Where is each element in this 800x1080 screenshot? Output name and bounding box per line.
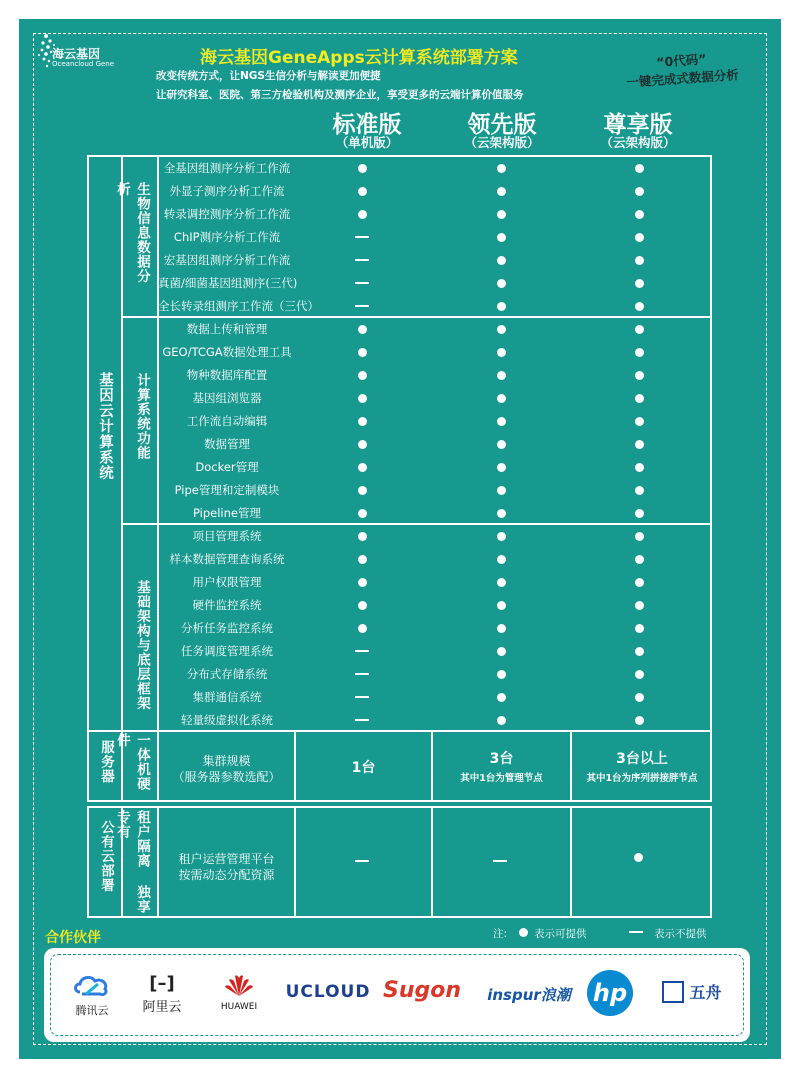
cloud-sub-label: 租户隔离 独享专有 bbox=[114, 810, 150, 914]
feature-label: 基因组浏览器 bbox=[192, 391, 262, 405]
available-dot-icon bbox=[481, 502, 521, 525]
feature-label: 宏基因组测序分析工作流 bbox=[163, 253, 291, 267]
feature-label: 转录调控测序分析工作流 bbox=[163, 207, 291, 221]
feature-row bbox=[158, 318, 726, 341]
unavailable-dash-icon bbox=[342, 709, 382, 732]
available-dot-icon bbox=[619, 226, 659, 249]
feature-row bbox=[158, 203, 726, 226]
available-dot-icon bbox=[481, 157, 521, 180]
unavailable-dash-icon bbox=[342, 249, 382, 272]
legend-dash-icon bbox=[616, 921, 656, 944]
feature-label: GEO/TCGA数据处理工具 bbox=[162, 345, 292, 359]
edition-standard-title: 标准版 bbox=[332, 112, 402, 138]
sugon-logo bbox=[383, 978, 462, 1028]
sugon-name: Sugon bbox=[383, 978, 462, 1003]
feature-row bbox=[158, 410, 726, 433]
aliyun-logo bbox=[132, 972, 192, 1022]
feature-label: 集群通信系统 bbox=[192, 690, 262, 704]
feature-row bbox=[158, 479, 726, 502]
feature-label: 项目管理系统 bbox=[192, 529, 262, 543]
aliyun-name: 阿里云 bbox=[142, 1000, 182, 1015]
edition-standard-subtitle: （单机版） bbox=[335, 135, 399, 150]
hp-logo bbox=[587, 970, 637, 1020]
feature-row bbox=[158, 571, 726, 594]
available-dot-icon bbox=[619, 686, 659, 709]
available-dot-icon bbox=[481, 479, 521, 502]
available-dot-icon bbox=[619, 433, 659, 456]
feature-row bbox=[158, 364, 726, 387]
available-dot-icon bbox=[342, 180, 382, 203]
unavailable-dash-icon bbox=[342, 295, 382, 318]
available-dot-icon bbox=[619, 249, 659, 272]
huawei-name: HUAWEI bbox=[220, 1002, 258, 1012]
server-sub-label: 一体机硬件 bbox=[114, 733, 150, 791]
feature-label: 工作流自动编辑 bbox=[186, 414, 268, 428]
unavailable-dash-icon bbox=[342, 686, 382, 709]
cloud-label: 公有云部署 bbox=[98, 820, 114, 893]
feature-row bbox=[158, 341, 726, 364]
available-dot-icon bbox=[481, 709, 521, 732]
feature-row bbox=[158, 709, 726, 732]
available-dot-icon bbox=[481, 318, 521, 341]
available-dot-icon bbox=[342, 479, 382, 502]
feature-row bbox=[158, 387, 726, 410]
available-dot-icon bbox=[481, 410, 521, 433]
server-desc-2: （服务器参数选配） bbox=[172, 770, 281, 784]
group-compute-label: 计算系统功能 bbox=[134, 373, 150, 460]
intro-line-1: 改变传统方式，让NGS生信分析与解读更加便捷 bbox=[156, 70, 381, 82]
legend-dash-text: 表示不提供 bbox=[654, 928, 707, 940]
feature-row bbox=[158, 594, 726, 617]
available-dot-icon bbox=[481, 341, 521, 364]
group-bioinfo-label: 生物信息数据分析 bbox=[114, 182, 150, 284]
available-dot-icon bbox=[481, 525, 521, 548]
server-desc-1: 集群规模 bbox=[202, 754, 251, 768]
available-dot-icon bbox=[481, 571, 521, 594]
available-dot-icon bbox=[342, 502, 382, 525]
feature-label: 全长转录组测序工作流（三代） bbox=[158, 299, 319, 313]
available-dot-icon bbox=[342, 433, 382, 456]
feature-label: 用户权限管理 bbox=[192, 575, 262, 589]
feature-row bbox=[158, 663, 726, 686]
available-dot-icon bbox=[619, 617, 659, 640]
inspur-logo bbox=[481, 984, 577, 1034]
feature-row bbox=[158, 617, 726, 640]
server-premium-value: 3台以上 bbox=[616, 751, 668, 767]
available-dot-icon bbox=[619, 295, 659, 318]
feature-label: Pipe管理和定制模块 bbox=[174, 483, 280, 497]
unavailable-dash-icon bbox=[342, 272, 382, 295]
feature-row bbox=[158, 249, 726, 272]
feature-label: 轻量级虚拟化系统 bbox=[181, 713, 273, 727]
feature-label: ChIP测序分析工作流 bbox=[173, 230, 281, 244]
cloud-desc-1: 租户运营管理平台 bbox=[178, 852, 275, 866]
wuzhou-name: 五舟 bbox=[689, 983, 722, 1002]
cloud-advanced-mark bbox=[480, 850, 520, 873]
legend-dot-text: 表示可提供 bbox=[534, 928, 587, 940]
available-dot-icon bbox=[481, 203, 521, 226]
group-infra-label: 基础架构与底层框架 bbox=[134, 580, 150, 711]
feature-label: Pipeline管理 bbox=[192, 506, 261, 520]
feature-row bbox=[158, 272, 726, 295]
available-dot-icon bbox=[342, 318, 382, 341]
available-dot-icon bbox=[619, 203, 659, 226]
available-dot-icon bbox=[342, 548, 382, 571]
ucloud-logo bbox=[285, 982, 371, 1032]
feature-row bbox=[158, 157, 726, 180]
feature-row bbox=[158, 502, 726, 525]
available-dot-icon bbox=[619, 548, 659, 571]
available-dot-icon bbox=[481, 272, 521, 295]
feature-label: 样本数据管理查询系统 bbox=[169, 552, 285, 566]
feature-row bbox=[158, 686, 726, 709]
tencent-cloud-name: 腾讯云 bbox=[75, 1004, 109, 1017]
available-dot-icon bbox=[342, 617, 382, 640]
edition-premium-title: 尊享版 bbox=[603, 112, 673, 138]
hp-name: hp bbox=[587, 970, 633, 1016]
available-dot-icon bbox=[619, 456, 659, 479]
legend-prefix: 注: bbox=[493, 928, 508, 940]
feature-label: 硬件监控系统 bbox=[192, 598, 262, 612]
available-dot-icon bbox=[619, 364, 659, 387]
feature-label: 全基因组测序分析工作流 bbox=[163, 161, 291, 175]
wuzhou-icon bbox=[662, 981, 684, 1003]
available-dot-icon bbox=[619, 341, 659, 364]
tencent-cloud-icon bbox=[72, 972, 112, 998]
server-premium-note: 其中1台为序列拼接胖节点 bbox=[586, 773, 698, 784]
available-dot-icon bbox=[481, 364, 521, 387]
available-dot-icon bbox=[619, 410, 659, 433]
edition-advanced-title: 领先版 bbox=[467, 112, 537, 138]
available-dot-icon bbox=[342, 525, 382, 548]
available-dot-icon bbox=[481, 640, 521, 663]
page-title: 海云基因GeneApps云计算系统部署方案 bbox=[200, 48, 518, 68]
feature-row bbox=[158, 640, 726, 663]
available-dot-icon bbox=[619, 180, 659, 203]
ucloud-name: UCLOUD bbox=[285, 982, 371, 1002]
feature-row bbox=[158, 456, 726, 479]
feature-label: 物种数据库配置 bbox=[186, 368, 268, 382]
available-dot-icon bbox=[619, 571, 659, 594]
server-advanced-note: 其中1台为管理节点 bbox=[460, 773, 543, 784]
available-dot-icon bbox=[342, 364, 382, 387]
feature-row bbox=[158, 226, 726, 249]
wuzhou-logo bbox=[652, 980, 732, 1030]
aliyun-icon: [–] bbox=[149, 973, 175, 994]
available-dot-icon bbox=[619, 502, 659, 525]
feature-label: Docker管理 bbox=[195, 460, 259, 474]
server-label: 服务器 bbox=[98, 740, 114, 784]
available-dot-icon bbox=[342, 410, 382, 433]
cloud-premium-mark bbox=[618, 846, 658, 869]
available-dot-icon bbox=[481, 548, 521, 571]
feature-row bbox=[158, 295, 726, 318]
huawei-logo bbox=[208, 972, 270, 1022]
feature-label: 外显子测序分析工作流 bbox=[169, 184, 285, 198]
available-dot-icon bbox=[481, 433, 521, 456]
available-dot-icon bbox=[619, 157, 659, 180]
available-dot-icon bbox=[619, 663, 659, 686]
cloud-standard-mark bbox=[342, 850, 382, 873]
feature-row bbox=[158, 180, 726, 203]
available-dot-icon bbox=[342, 456, 382, 479]
logo-name: 海云基因 bbox=[52, 47, 101, 61]
system-label: 基因云计算系统 bbox=[97, 372, 113, 481]
available-dot-icon bbox=[342, 387, 382, 410]
partners-title: 合作伙伴 bbox=[45, 930, 101, 946]
unavailable-dash-icon bbox=[342, 640, 382, 663]
logo-name-en: Oceancloud Gene bbox=[52, 60, 115, 68]
available-dot-icon bbox=[619, 709, 659, 732]
available-dot-icon bbox=[481, 456, 521, 479]
feature-row bbox=[158, 548, 726, 571]
feature-label: 数据管理 bbox=[204, 437, 250, 451]
available-dot-icon bbox=[481, 663, 521, 686]
feature-label: 分布式存储系统 bbox=[186, 667, 268, 681]
available-dot-icon bbox=[481, 249, 521, 272]
feature-label: 数据上传和管理 bbox=[186, 322, 268, 336]
feature-row bbox=[158, 433, 726, 456]
cloud-desc-2: 按需动态分配资源 bbox=[178, 868, 275, 882]
edition-advanced-subtitle: （云架构版） bbox=[464, 135, 540, 150]
available-dot-icon bbox=[481, 387, 521, 410]
feature-label: 分析任务监控系统 bbox=[181, 621, 273, 635]
available-dot-icon bbox=[619, 387, 659, 410]
slogan-line-1: “0代码” bbox=[655, 51, 707, 70]
feature-label: 任务调度管理系统 bbox=[181, 644, 273, 658]
available-dot-icon bbox=[619, 318, 659, 341]
available-dot-icon bbox=[342, 157, 382, 180]
available-dot-icon bbox=[619, 272, 659, 295]
available-dot-icon bbox=[342, 571, 382, 594]
available-dot-icon bbox=[619, 479, 659, 502]
available-dot-icon bbox=[342, 341, 382, 364]
available-dot-icon bbox=[619, 640, 659, 663]
available-dot-icon bbox=[342, 594, 382, 617]
slogan-line-2: 一键完成式数据分析 bbox=[625, 67, 740, 90]
available-dot-icon bbox=[481, 686, 521, 709]
intro-line-2: 让研究科室、医院、第三方检验机构及测序企业，享受更多的云端计算价值服务 bbox=[156, 89, 524, 101]
tencent-cloud-logo bbox=[62, 972, 122, 1022]
unavailable-dash-icon bbox=[342, 226, 382, 249]
unavailable-dash-icon bbox=[342, 663, 382, 686]
server-advanced-value: 3台 bbox=[489, 751, 514, 767]
available-dot-icon bbox=[342, 203, 382, 226]
feature-row bbox=[158, 525, 726, 548]
available-dot-icon bbox=[481, 594, 521, 617]
available-dot-icon bbox=[619, 594, 659, 617]
server-standard-value: 1台 bbox=[351, 760, 376, 776]
feature-label: 真菌/细菌基因组测序(三代) bbox=[158, 276, 298, 290]
available-dot-icon bbox=[481, 226, 521, 249]
edition-premium-subtitle: （云架构版） bbox=[600, 135, 676, 150]
inspur-name: inspur浪潮 bbox=[487, 986, 571, 1004]
huawei-icon bbox=[222, 972, 256, 998]
available-dot-icon bbox=[619, 525, 659, 548]
available-dot-icon bbox=[481, 180, 521, 203]
available-dot-icon bbox=[481, 617, 521, 640]
available-dot-icon bbox=[481, 295, 521, 318]
